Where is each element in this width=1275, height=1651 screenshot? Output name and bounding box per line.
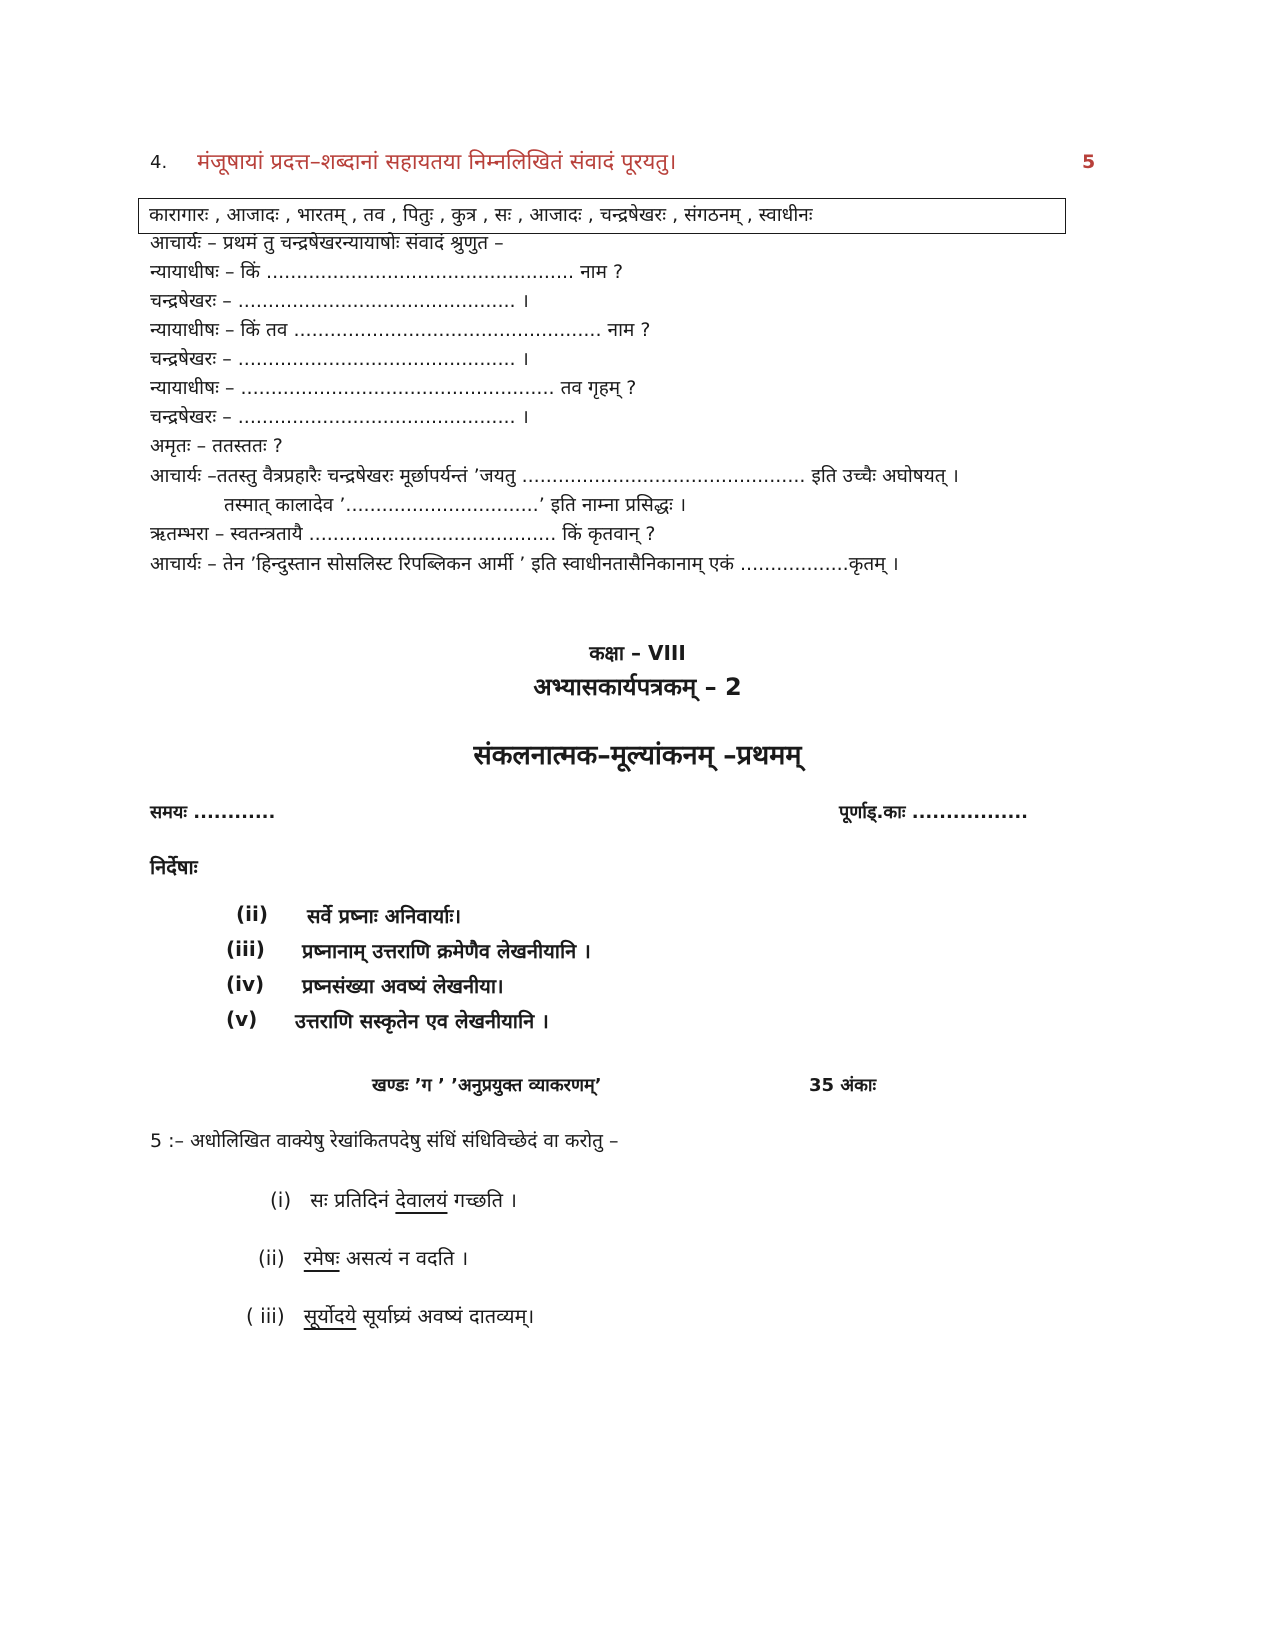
q5-item bbox=[258, 1244, 468, 1271]
instruction-text: उत्तराणि सस्कृतेन एव लेखनीयानि । bbox=[295, 1009, 549, 1033]
exam-title: संकलनात्मक–मूल्यांकनम् –प्रथमम् bbox=[473, 740, 802, 771]
question-4-title: मंजूषायां प्रदत्त–शब्दानां सहायतया निम्नलिखितं संवादं पूरयतु। bbox=[197, 150, 677, 175]
word-box: कारागारः , आजादः , भारतम् , तव , पितुः , कुत्र , सः , आजादः , चन्द्रषेखरः , संगठनम् , स्वाधीनः bbox=[138, 198, 1066, 234]
underlined-word: सूर्योदये bbox=[303, 1304, 357, 1328]
q5-item bbox=[246, 1302, 534, 1329]
dialogue-line: आचार्यः –ततस्तु वैत्रप्रहारैः चन्द्रषेखरः मूर्छापर्यन्तं ’जयतु ............................................... इति उच्चैः अघोषयत् । bbox=[150, 465, 959, 487]
instructions-heading: निर्देषाः bbox=[150, 855, 198, 879]
dialogue-line: चन्द्रषेखरः – .............................................. । bbox=[150, 290, 529, 312]
dialogue-line: न्यायाधीषः – किं ................................................... नाम ? bbox=[150, 261, 624, 283]
dialogue-line: आचार्यः – तेन ’हिन्दुस्तान सोसलिस्ट रिपब्लिकन आर्मी ’ इति स्वाधीनतासैनिकानाम् एकं ..................कृतम् । bbox=[150, 553, 899, 575]
dialogue-line: ऋतम्भरा – स्वतन्त्रतायै ......................................... किं कृतवान् ? bbox=[150, 523, 656, 545]
q5-item-after: गच्छति । bbox=[453, 1188, 518, 1212]
dialogue-line: तस्मात् कालादेव ’................................’ इति नाम्ना प्रसिद्धः । bbox=[224, 494, 687, 516]
q5-item-number: (i) bbox=[270, 1188, 292, 1212]
q5-item-after: असत्यं न वदति । bbox=[345, 1246, 469, 1270]
time-label: समयः ............ bbox=[150, 802, 276, 823]
question-5-prompt: 5 :– अधोलिखित वाक्येषु रेखांकितपदेषु संधिं संधिविच्छेदं वा करोतु – bbox=[150, 1130, 619, 1152]
instruction-text: सर्वे प्रष्नाः अनिवार्याः। bbox=[307, 904, 462, 928]
sheet-title: अभ्यासकार्यपत्रकम् – 2 bbox=[533, 673, 742, 701]
instruction-text: प्रष्नानाम् उत्तराणि क्रमेणैव लेखनीयानि । bbox=[302, 939, 591, 963]
instruction-number: (ii) bbox=[236, 902, 268, 926]
max-marks-label: पूर्णाड्.काः ................. bbox=[839, 802, 1029, 823]
dialogue-line: न्यायाधीषः – किं तव ................................................... नाम ? bbox=[150, 319, 651, 341]
underlined-word: देवालयं bbox=[395, 1188, 448, 1212]
instruction-number: (v) bbox=[226, 1007, 258, 1031]
question-4-number: 4. bbox=[150, 152, 168, 173]
section-marks: 35 अंकाः bbox=[809, 1075, 877, 1096]
instruction-number: (iv) bbox=[226, 972, 265, 996]
dialogue-line: चन्द्रषेखरः – .............................................. । bbox=[150, 348, 529, 370]
question-4-marks: 5 bbox=[1082, 151, 1096, 173]
dialogue-line: आचार्यः – प्रथमं तु चन्द्रषेखरन्यायाषोः संवादं श्रुणुत – bbox=[150, 232, 504, 254]
underlined-word: रमेषः bbox=[303, 1246, 340, 1270]
q5-item-number: ( iii) bbox=[246, 1304, 285, 1328]
instruction-text: प्रष्नसंख्या अवष्यं लेखनीया। bbox=[302, 974, 504, 998]
dialogue-line: चन्द्रषेखरः – .............................................. । bbox=[150, 406, 529, 428]
dialogue-line: न्यायाधीषः – .................................................... तव गृहम् ? bbox=[150, 377, 637, 399]
q5-item bbox=[270, 1186, 517, 1213]
class-line: कक्षा – VIII bbox=[589, 641, 686, 665]
q5-item-number: (ii) bbox=[258, 1246, 285, 1270]
dialogue-line: अमृतः – ततस्ततः ? bbox=[150, 435, 283, 457]
q5-item-after: सूर्याघ्र्यं अवष्यं दातव्यम्। bbox=[362, 1304, 535, 1328]
section-title: खण्डः ’ग ’ ’अनुप्रयुक्त व्याकरणम्’ bbox=[372, 1075, 602, 1096]
q5-item-before: सः प्रतिदिनं bbox=[310, 1188, 390, 1212]
instruction-number: (iii) bbox=[226, 937, 265, 961]
